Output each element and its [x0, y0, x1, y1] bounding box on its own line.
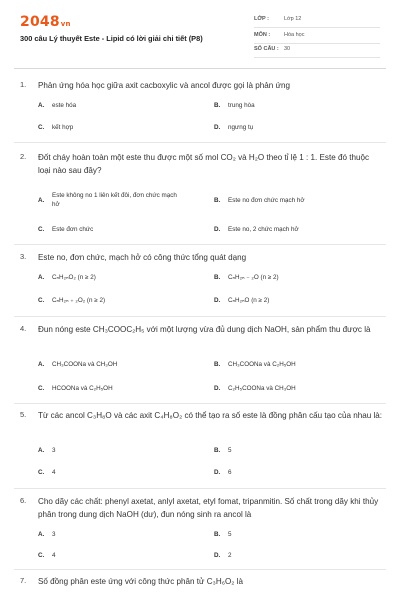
- logo-suffix: vn: [60, 20, 71, 28]
- option-text: Este no, 2 chức mạch hở: [228, 226, 299, 233]
- option-letter: A.: [38, 361, 45, 368]
- option-letter: B.: [214, 447, 221, 454]
- option-text: Este không no 1 liên kết đôi, đơn chức mạch hở: [52, 192, 177, 208]
- option-text: CₙH₂ₙ ₋ ₂O (n ≥ 2): [228, 274, 279, 281]
- question-number: 2.: [20, 152, 27, 161]
- question-divider: [14, 316, 386, 317]
- option-text: 3: [52, 531, 56, 538]
- option-text: 3: [52, 447, 56, 454]
- option-letter: D.: [214, 226, 221, 233]
- question-text: Từ các ancol C₃H₈O và các axit C₄H₈O₂ có thể tạo ra số este là đồng phân cấu tạo của nhau là:: [38, 411, 383, 420]
- document-header: [0, 0, 400, 68]
- option-letter: D.: [214, 385, 221, 392]
- option-letter: C.: [38, 552, 45, 559]
- option-letter: B.: [214, 274, 221, 281]
- question-divider: [14, 142, 386, 143]
- option-text: 5: [228, 447, 232, 454]
- question-divider: [14, 569, 386, 570]
- option-letter: B.: [214, 531, 221, 538]
- option-letter: A.: [38, 531, 45, 538]
- option-text: Este đơn chức: [52, 226, 94, 233]
- option-text: 2: [228, 552, 232, 559]
- site-logo[interactable]: 2048vn: [20, 14, 71, 30]
- option-text: este hóa: [52, 102, 77, 109]
- option-text: CH₃COONa và CH₃OH: [52, 361, 118, 368]
- question-text: Số đồng phân este ứng với công thức phân tử C₃H₆O₂ là: [38, 577, 243, 586]
- question-text: Phản ứng hóa học giữa axit cacboxylic và ancol được gọi là phản ứng: [38, 81, 290, 90]
- option-letter: C.: [38, 297, 45, 304]
- question-divider: [14, 403, 386, 404]
- meta-class-value: Lớp 12: [284, 16, 302, 22]
- question-number: 7.: [20, 576, 27, 585]
- question-number: 4.: [20, 324, 27, 333]
- option-letter: D.: [214, 124, 221, 131]
- option-letter: A.: [38, 274, 45, 281]
- option-text: CₙH₂ₙ ₊ ₂O₂ (n ≥ 2): [52, 297, 106, 304]
- option-text: kết hợp: [52, 124, 74, 131]
- question-number: 1.: [20, 80, 27, 89]
- option-letter: A.: [38, 197, 45, 204]
- document-title: 300 câu Lý thuyết Este - Lipid có lời giải chi tiết (P8): [20, 34, 203, 43]
- option-text: CH₃COONa và C₂H₅OH: [228, 361, 296, 368]
- meta-subject-value: Hóa học: [284, 32, 305, 38]
- option-text: 4: [52, 552, 56, 559]
- meta-subject: [254, 30, 380, 44]
- meta-class: [254, 14, 380, 28]
- option-letter: A.: [38, 447, 45, 454]
- option-letter: B.: [214, 102, 221, 109]
- meta-count-value: 30: [284, 46, 291, 52]
- option-text: HCOONa và C₂H₅OH: [52, 385, 113, 392]
- question-divider: [14, 488, 386, 489]
- question-text: Đốt cháy hoàn toàn một este thu được một số mol CO₂ và H₂O theo tỉ lệ 1 : 1. Este đó thuộc loại nào sau đây?: [38, 153, 370, 175]
- question-number: 5.: [20, 410, 27, 419]
- option-letter: C.: [38, 385, 45, 392]
- option-text: 4: [52, 469, 56, 476]
- option-text: ngưng tụ: [228, 124, 254, 131]
- header-divider: [14, 68, 386, 69]
- option-letter: D.: [214, 469, 221, 476]
- option-letter: C.: [38, 226, 45, 233]
- option-letter: C.: [38, 124, 45, 131]
- question-text: Cho dãy các chất: phenyl axetat, anlyl axetat, etyl fomat, tripanmitin. Số chất trong dãy khi thủy phân trong dung dịch NaOH (dư), đun nóng sinh ra ancol là: [38, 497, 379, 519]
- option-text: trung hòa: [228, 102, 255, 109]
- option-text: 5: [228, 531, 232, 538]
- option-letter: C.: [38, 469, 45, 476]
- option-letter: B.: [214, 197, 221, 204]
- option-text: CₙH₂ₙO₂ (n ≥ 2): [52, 274, 96, 281]
- meta-class-label: LỚP :: [254, 16, 269, 22]
- option-letter: A.: [38, 102, 45, 109]
- option-letter: B.: [214, 361, 221, 368]
- option-text: Este no đơn chức mạch hở: [228, 197, 305, 204]
- option-letter: D.: [214, 297, 221, 304]
- option-text: CₙH₂ₙO (n ≥ 2): [228, 297, 270, 304]
- question-number: 6.: [20, 496, 27, 505]
- meta-count: [254, 44, 380, 58]
- meta-count-label: SỐ CÂU :: [254, 46, 279, 52]
- question-text: Este no, đơn chức, mạch hở có công thức tổng quát dạng: [38, 253, 247, 262]
- meta-subject-label: MÔN :: [254, 32, 271, 38]
- option-text: 6: [228, 469, 232, 476]
- option-letter: D.: [214, 552, 221, 559]
- option-text: C₂H₅COONa và CH₃OH: [228, 385, 296, 392]
- question-text: Đun nóng este CH₃COOC₂H₅ với một lượng vừa đủ dung dịch NaOH, sản phẩm thu được là: [38, 325, 371, 334]
- question-number: 3.: [20, 252, 27, 261]
- question-divider: [14, 244, 386, 245]
